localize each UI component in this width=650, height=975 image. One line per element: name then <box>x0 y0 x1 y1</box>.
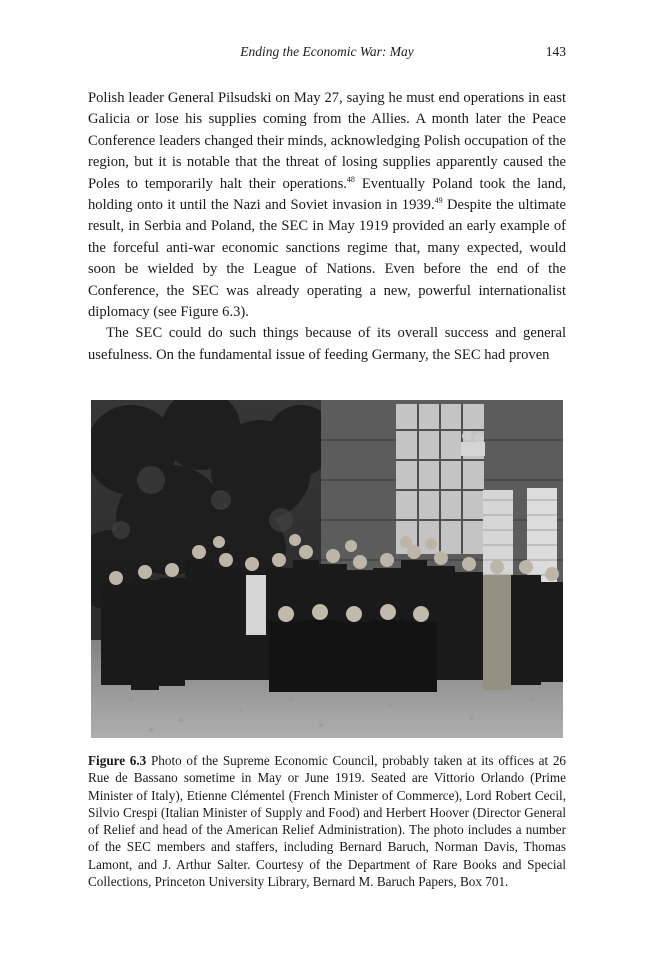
paragraph-2: The SEC could do such things because of its overall success and general usefulness. On the fundamental issue of feeding Germany, the SEC had proven <box>88 325 566 363</box>
paragraph-1: Polish leader General Pilsudski on May 27, saying he must end operations in east Galicia or lose his supplies coming from the Allies. A month later the Peace Conference leaders changed their minds, acknowledging Polish occupation of the region, but it is notable that the threat of losing supplies apparently caused the Poles to temporarily halt their operations.$^{48}$ Eventually Poland took the land, holding onto it until the Nazi and Soviet invasion in 1939.49 Despite the ultimate result, in Serbia and Poland, the SEC in May 1919 provided an early example of the forceful anti-war economic sanctions regime that, many expected, would soon be wielded by the League of Nations. Even before the end of the Conference, the SEC was already operating a new, powerful internationalist diplomacy (see Figure 6.3). <box>88 90 566 321</box>
running-head <box>88 44 566 64</box>
figure-photo <box>91 400 563 738</box>
figure-caption <box>88 752 566 890</box>
running-title: Ending the Economic War: May <box>240 44 414 59</box>
footnote-ref-49[interactable]: 49 <box>434 196 443 206</box>
page-number: 143 <box>545 44 566 59</box>
figure-caption-text: Photo of the Supreme Economic Council, probably taken at its offices at 26 Rue de Bassano sometime in May or June 1919. Seated are Vittorio Orlando (Prime Minister of Italy), Etienne Clémentel (French Minister of Commerce), Lord Robert Cecil, Silvio Crespi (Italian Minister of Supply and Food) and Herbert Hoover (Director General of Relief and head of the American Relief Administration). The photo includes a number of the SEC members and staffers, including Bernard Baruch, Norman Davis, Thomas Lamont, and J. Arthur Salter. Courtesy of the Department of Rare Books and Special Collections, Princeton University Library, Bernard M. Baruch Papers, Box 701. <box>88 753 567 890</box>
footnote-ref-48[interactable]: 48 <box>346 174 355 184</box>
figure-label: Figure 6.3 <box>88 753 147 768</box>
body-text <box>88 88 566 366</box>
